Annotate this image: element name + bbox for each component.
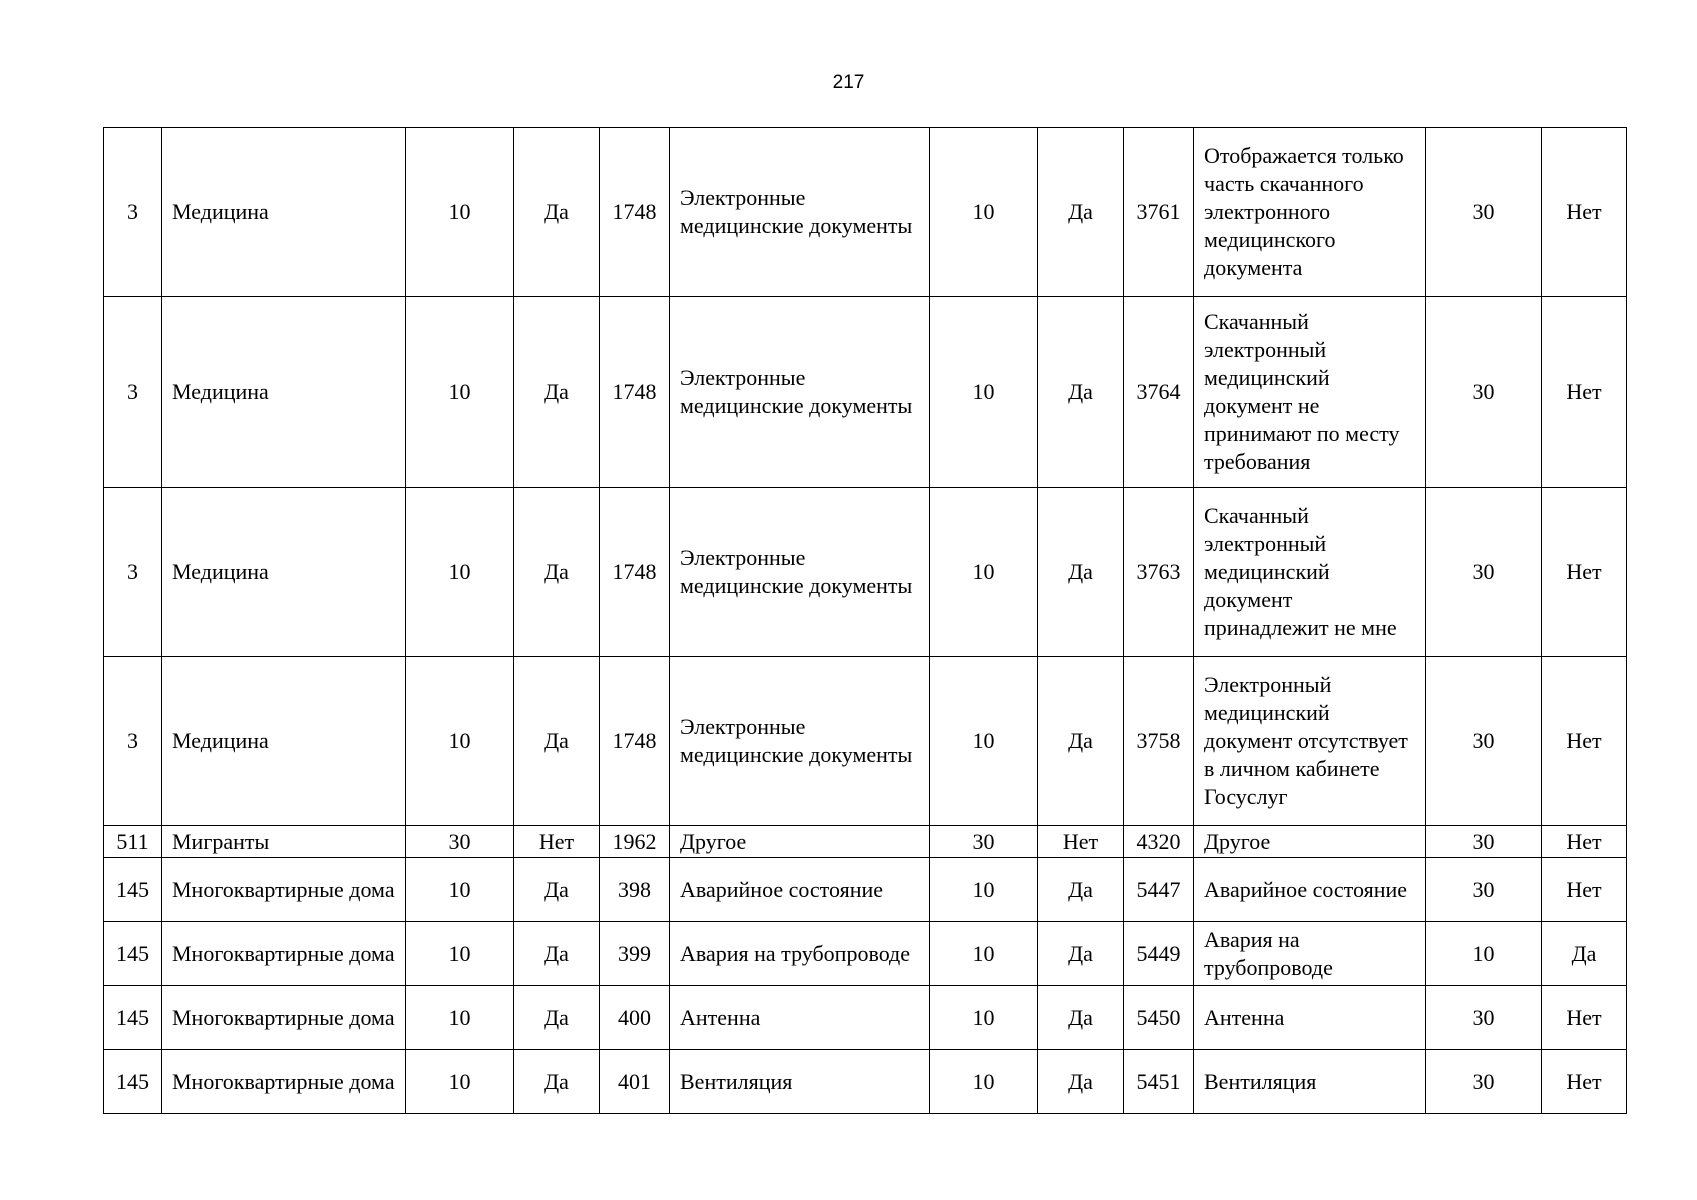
subcategory-flag-cell: Да xyxy=(1038,986,1124,1050)
table-row xyxy=(104,128,1627,297)
category-cell: Медицина xyxy=(162,128,406,297)
subcategory-flag-cell: Да xyxy=(1038,858,1124,922)
fact-cell: Электронный медицинский документ отсутствует в личном кабинете Госуслуг xyxy=(1194,657,1426,826)
table-row xyxy=(104,488,1627,657)
category-days-cell: 30 xyxy=(406,826,514,858)
subcategory-cell: Электронные медицинские документы xyxy=(670,657,930,826)
fact-days-cell: 30 xyxy=(1426,657,1542,826)
fact-flag-cell: Нет xyxy=(1542,128,1627,297)
category-days-cell: 10 xyxy=(406,657,514,826)
subcategory-flag-cell: Да xyxy=(1038,488,1124,657)
data-table xyxy=(103,127,1627,1114)
table-row xyxy=(104,986,1627,1050)
fact-days-cell: 30 xyxy=(1426,297,1542,488)
subcategory-flag-cell: Да xyxy=(1038,128,1124,297)
category-days-cell: 10 xyxy=(406,297,514,488)
subcategory-code-cell: 400 xyxy=(600,986,670,1050)
fact-code-cell: 3758 xyxy=(1124,657,1194,826)
fact-code-cell: 5450 xyxy=(1124,986,1194,1050)
category-days-cell: 10 xyxy=(406,1050,514,1114)
category-flag-cell: Нет xyxy=(514,826,600,858)
subcategory-flag-cell: Да xyxy=(1038,922,1124,986)
fact-flag-cell: Нет xyxy=(1542,986,1627,1050)
row-code-cell: 145 xyxy=(104,1050,162,1114)
category-flag-cell: Да xyxy=(514,858,600,922)
fact-days-cell: 30 xyxy=(1426,488,1542,657)
fact-flag-cell: Нет xyxy=(1542,297,1627,488)
fact-cell: Скачанный электронный медицинский документ не принимают по месту требования xyxy=(1194,297,1426,488)
subcategory-code-cell: 1962 xyxy=(600,826,670,858)
subcategory-days-cell: 10 xyxy=(930,858,1038,922)
fact-code-cell: 5451 xyxy=(1124,1050,1194,1114)
fact-flag-cell: Нет xyxy=(1542,826,1627,858)
fact-code-cell: 5447 xyxy=(1124,858,1194,922)
category-days-cell: 10 xyxy=(406,922,514,986)
subcategory-code-cell: 1748 xyxy=(600,297,670,488)
category-flag-cell: Да xyxy=(514,1050,600,1114)
fact-code-cell: 3761 xyxy=(1124,128,1194,297)
fact-cell: Антенна xyxy=(1194,986,1426,1050)
category-days-cell: 10 xyxy=(406,986,514,1050)
fact-cell: Скачанный электронный медицинский документ принадлежит не мне xyxy=(1194,488,1426,657)
category-flag-cell: Да xyxy=(514,488,600,657)
subcategory-days-cell: 10 xyxy=(930,986,1038,1050)
subcategory-cell: Электронные медицинские документы xyxy=(670,488,930,657)
category-flag-cell: Да xyxy=(514,986,600,1050)
subcategory-days-cell: 10 xyxy=(930,657,1038,826)
subcategory-code-cell: 401 xyxy=(600,1050,670,1114)
category-cell: Медицина xyxy=(162,488,406,657)
category-cell: Многоквартирные дома xyxy=(162,1050,406,1114)
row-code-cell: 145 xyxy=(104,858,162,922)
subcategory-flag-cell: Да xyxy=(1038,657,1124,826)
category-flag-cell: Да xyxy=(514,128,600,297)
fact-days-cell: 10 xyxy=(1426,922,1542,986)
subcategory-code-cell: 398 xyxy=(600,858,670,922)
row-code-cell: 145 xyxy=(104,986,162,1050)
fact-days-cell: 30 xyxy=(1426,986,1542,1050)
category-cell: Медицина xyxy=(162,297,406,488)
category-days-cell: 10 xyxy=(406,128,514,297)
fact-cell: Другое xyxy=(1194,826,1426,858)
fact-days-cell: 30 xyxy=(1426,128,1542,297)
table-row xyxy=(104,657,1627,826)
subcategory-code-cell: 399 xyxy=(600,922,670,986)
fact-flag-cell: Нет xyxy=(1542,657,1627,826)
subcategory-days-cell: 10 xyxy=(930,922,1038,986)
subcategory-cell: Электронные медицинские документы xyxy=(670,128,930,297)
subcategory-code-cell: 1748 xyxy=(600,488,670,657)
row-code-cell: 3 xyxy=(104,297,162,488)
subcategory-cell: Антенна xyxy=(670,986,930,1050)
subcategory-flag-cell: Да xyxy=(1038,1050,1124,1114)
category-flag-cell: Да xyxy=(514,297,600,488)
category-cell: Медицина xyxy=(162,657,406,826)
table-row xyxy=(104,922,1627,986)
category-cell: Мигранты xyxy=(162,826,406,858)
table-row xyxy=(104,858,1627,922)
subcategory-code-cell: 1748 xyxy=(600,657,670,826)
fact-code-cell: 4320 xyxy=(1124,826,1194,858)
category-cell: Многоквартирные дома xyxy=(162,986,406,1050)
category-days-cell: 10 xyxy=(406,858,514,922)
category-flag-cell: Да xyxy=(514,657,600,826)
subcategory-days-cell: 30 xyxy=(930,826,1038,858)
subcategory-flag-cell: Нет xyxy=(1038,826,1124,858)
row-code-cell: 511 xyxy=(104,826,162,858)
fact-days-cell: 30 xyxy=(1426,858,1542,922)
subcategory-flag-cell: Да xyxy=(1038,297,1124,488)
row-code-cell: 3 xyxy=(104,128,162,297)
fact-code-cell: 3763 xyxy=(1124,488,1194,657)
category-flag-cell: Да xyxy=(514,922,600,986)
fact-days-cell: 30 xyxy=(1426,826,1542,858)
category-days-cell: 10 xyxy=(406,488,514,657)
fact-cell: Авария на трубопроводе xyxy=(1194,922,1426,986)
row-code-cell: 145 xyxy=(104,922,162,986)
fact-flag-cell: Нет xyxy=(1542,1050,1627,1114)
table-row xyxy=(104,826,1627,858)
subcategory-days-cell: 10 xyxy=(930,1050,1038,1114)
table-row xyxy=(104,1050,1627,1114)
subcategory-cell: Другое xyxy=(670,826,930,858)
fact-code-cell: 5449 xyxy=(1124,922,1194,986)
subcategory-days-cell: 10 xyxy=(930,297,1038,488)
category-cell: Многоквартирные дома xyxy=(162,858,406,922)
subcategory-cell: Вентиляция xyxy=(670,1050,930,1114)
subcategory-days-cell: 10 xyxy=(930,488,1038,657)
fact-days-cell: 30 xyxy=(1426,1050,1542,1114)
subcategory-cell: Авария на трубопроводе xyxy=(670,922,930,986)
fact-flag-cell: Нет xyxy=(1542,858,1627,922)
table-row xyxy=(104,297,1627,488)
fact-code-cell: 3764 xyxy=(1124,297,1194,488)
subcategory-cell: Аварийное состояние xyxy=(670,858,930,922)
subcategory-days-cell: 10 xyxy=(930,128,1038,297)
subcategory-cell: Электронные медицинские документы xyxy=(670,297,930,488)
subcategory-code-cell: 1748 xyxy=(600,128,670,297)
fact-cell: Аварийное состояние xyxy=(1194,858,1426,922)
page-number: 217 xyxy=(832,72,865,93)
fact-cell: Отображается только часть скачанного электронного медицинского документа xyxy=(1194,128,1426,297)
fact-flag-cell: Нет xyxy=(1542,488,1627,657)
fact-flag-cell: Да xyxy=(1542,922,1627,986)
fact-cell: Вентиляция xyxy=(1194,1050,1426,1114)
category-cell: Многоквартирные дома xyxy=(162,922,406,986)
row-code-cell: 3 xyxy=(104,657,162,826)
row-code-cell: 3 xyxy=(104,488,162,657)
